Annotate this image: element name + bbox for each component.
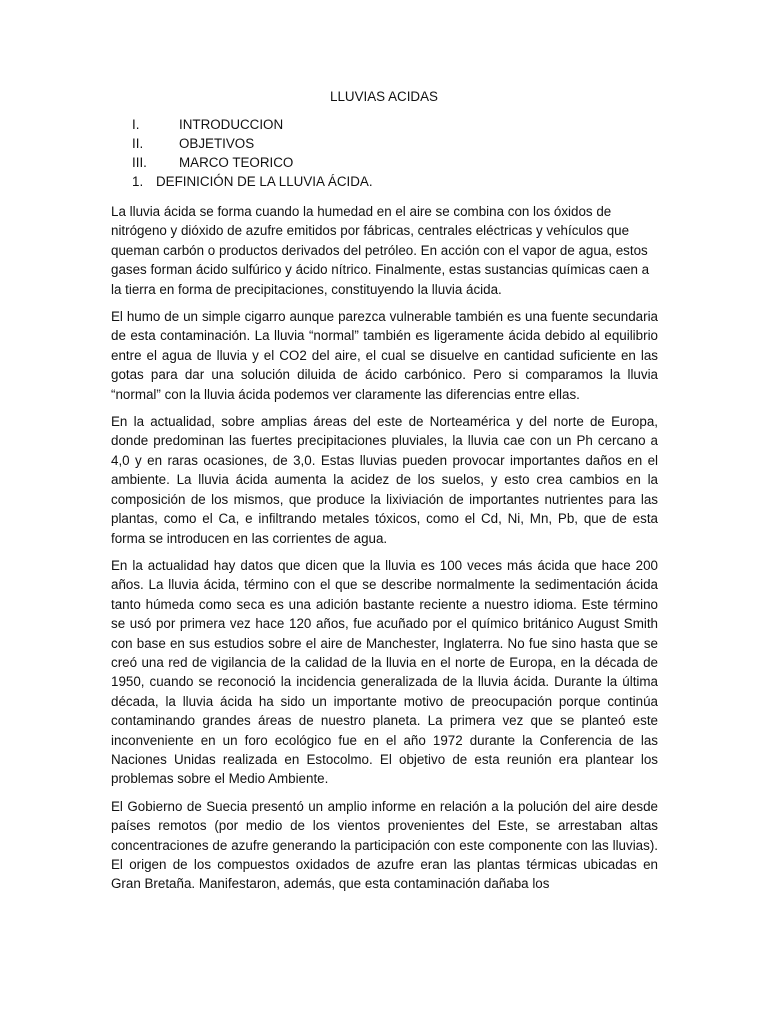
outline-item-number: II. — [132, 136, 144, 151]
outline-item-label: MARCO TEORICO — [179, 155, 294, 170]
paragraph-sweden-report: El Gobierno de Suecia presentó un amplio informe en relación a la polución del aire desde países remotos (por medio de los vientos provenientes del Este, se arrestaban altas concentraciones de azufre generando la participación con este componente con las lluvias). El origen de los compuestos oxidados de azufre eran las plantas térmicas ubicadas en Gran Bretaña. Manifestaron, además, que esta contaminación dañaba los — [111, 798, 658, 892]
document-body — [111, 202, 658, 902]
outline-item — [132, 153, 373, 172]
paragraph-cigarette-smoke: El humo de un simple cigarro aunque parezca vulnerable también es una fuente secundaria de esta contaminación. La lluvia “normal” también es ligeramente ácida debido al equilibrio entre el agua de lluvia y el CO2 del aire, el cual se disuelve en cantidad suficiente en las gotas para dar una solución diluida de ácido carbónico. Pero si comparamos la lluvia “normal” con la lluvia ácida podemos ver claramente las diferencias entre ellas. — [111, 309, 658, 402]
outline-item-label: OBJETIVOS — [179, 136, 255, 151]
outline-subitem-number: 1. — [132, 174, 144, 189]
outline-item — [132, 115, 373, 134]
outline-item-label: INTRODUCCION — [179, 117, 284, 132]
paragraph-current-situation: En la actualidad, sobre amplias áreas del este de Norteamérica y del norte de Europa, donde predominan las fuertes precipitaciones pluviales, la lluvia cae con un Ph cercano a 4,0 y en raras ocasiones, de 3,0. Estas lluvias pueden provocar importantes daños en el ambiente. La lluvia ácida aumenta la acidez de los suelos, y esto crea cambios en la composición de los mismos, que produce la lixiviación de importantes nutrientes para las plantas, como el Ca, e infiltrando metales tóxicos, como el Cd, Ni, Mn, Pb, que de esta forma se introducen en las corrientes de agua. — [111, 414, 658, 546]
paragraph-definition: La lluvia ácida se forma cuando la humedad en el aire se combina con los óxidos de nitrógeno y dióxido de azufre emitidos por fábricas, centrales eléctricas y vehículos que queman carbón o productos derivados del petróleo. En acción con el vapor de agua, estos gases forman ácido sulfúrico y ácido nítrico. Finalmente, estas sustancias químicas caen a la tierra en forma de precipitaciones, constituyendo la lluvia ácida. — [111, 204, 650, 297]
outline-subitem — [132, 172, 373, 191]
document-title: LLUVIAS ACIDAS — [330, 89, 438, 104]
outline-list — [132, 115, 373, 191]
paragraph-history: En la actualidad hay datos que dicen que la lluvia es 100 veces más ácida que hace 200 años. La lluvia ácida, término con el que se describe normalmente la sedimentación ácida tanto húmeda como seca es una adición bastante reciente a nuestro idioma. Este término se usó por primera vez hace 120 años, fue acuñado por el químico británico August Smith con base en sus estudios sobre el aire de Manchester, Inglaterra. No fue sino hasta que se creó una red de vigilancia de la calidad de la lluvia en el norte de Europa, en la década de 1950, cuando se reconoció la incidencia generalizada de la lluvia ácida. Durante la última década, la lluvia ácida ha sido un importante motivo de preocupación porque continúa contaminando grandes áreas de nuestro planeta. La primera vez que se planteó este inconveniente en un foro ecológico fue en el año 1972 durante la Conferencia de las Naciones Unidas realizada en Estocolmo. El objetivo de esta reunión era plantear los problemas sobre el Medio Ambiente. — [111, 557, 658, 787]
outline-item-number: III. — [132, 155, 147, 170]
outline-item — [132, 134, 373, 153]
outline-item-number: I. — [132, 117, 140, 132]
outline-subitem-label: DEFINICIÓN DE LA LLUVIA ÁCIDA. — [156, 174, 373, 189]
